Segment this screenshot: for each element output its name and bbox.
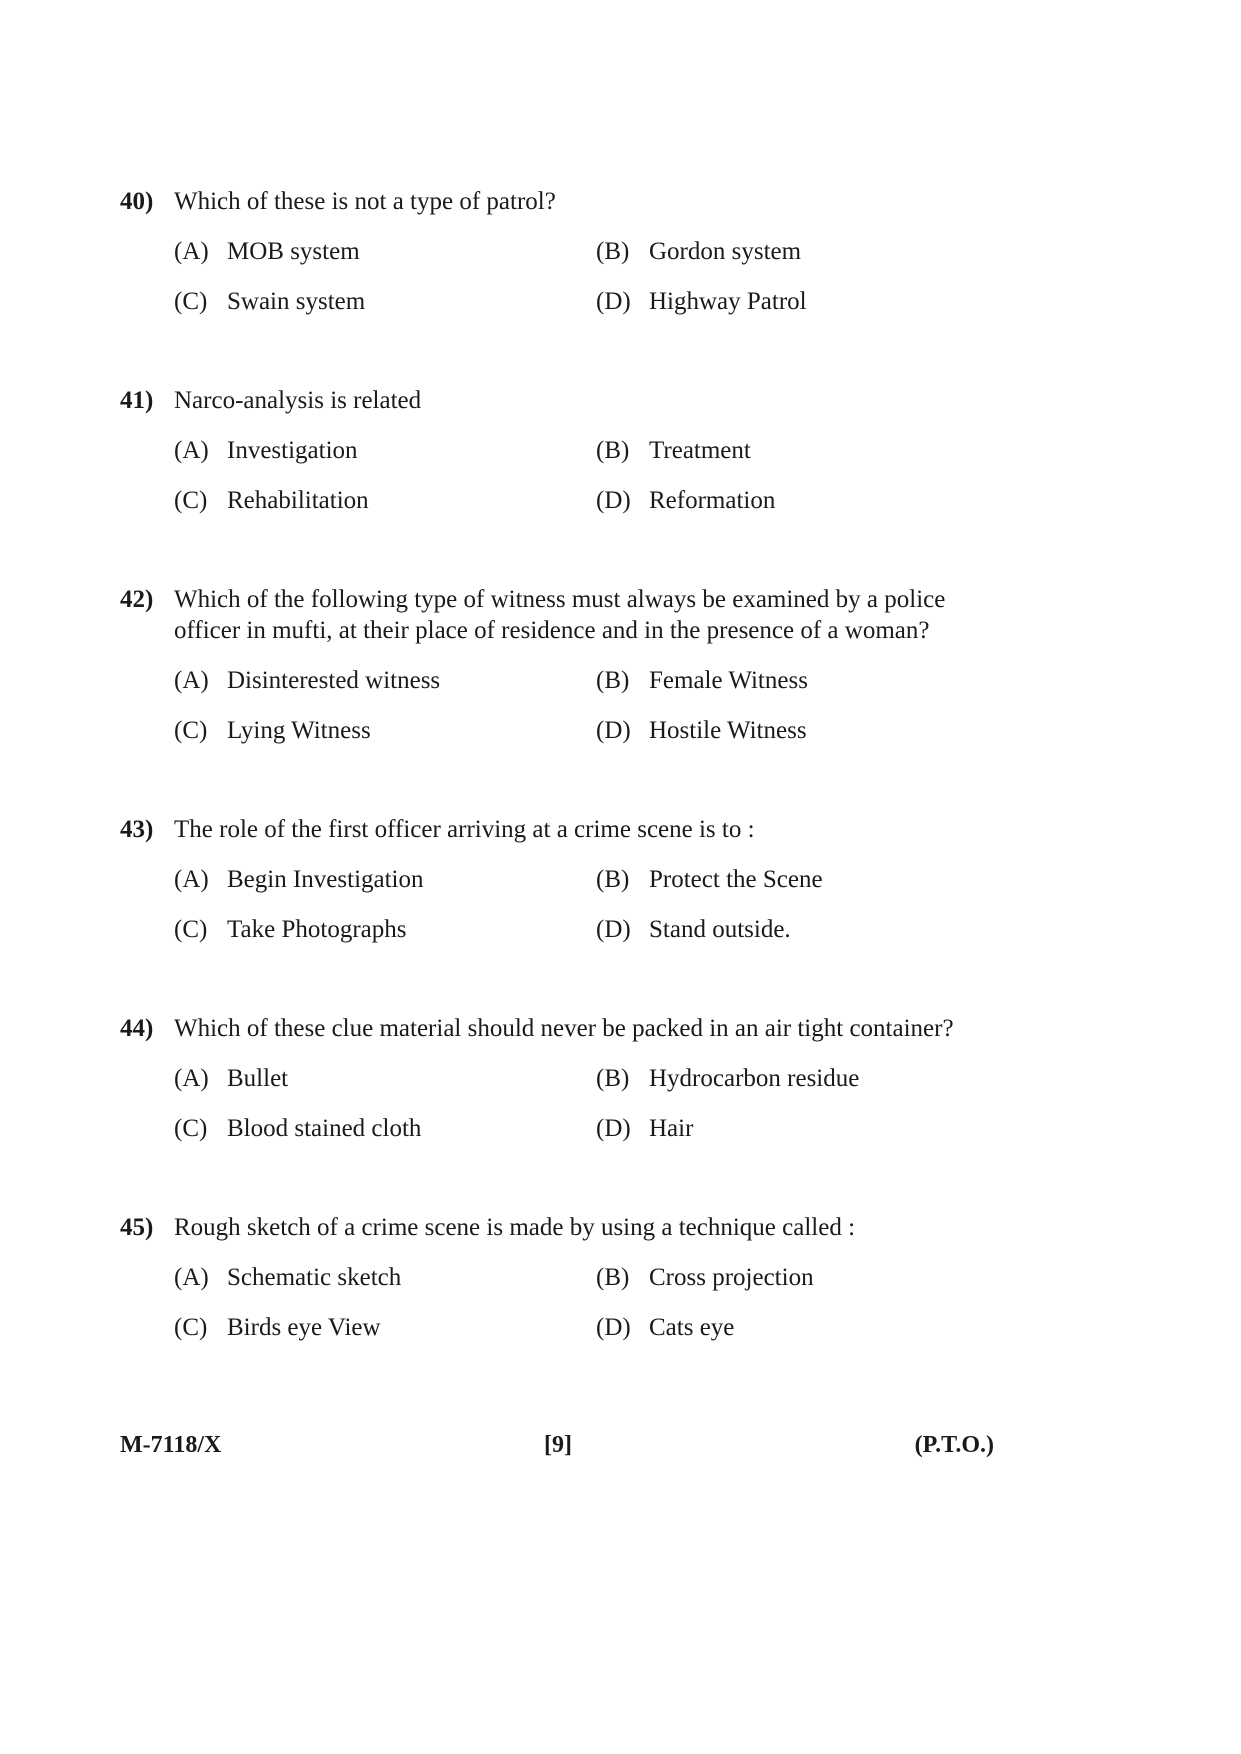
page-footer xyxy=(120,1432,994,1464)
option-c[interactable] xyxy=(174,286,365,317)
option-d[interactable] xyxy=(596,914,791,945)
question-text: Which of these clue material should never be packed in an air tight container? xyxy=(174,1015,954,1042)
option-letter: (B) xyxy=(596,437,630,464)
option-letter: (C) xyxy=(174,1314,208,1341)
question-text: Which of the following type of witness must always be examined by a police officer in mufti, at their place of residence and in the presence of a woman? xyxy=(174,586,946,644)
option-text: MOB system xyxy=(227,238,360,265)
question-number: 41) xyxy=(120,387,154,414)
option-b[interactable] xyxy=(596,1063,859,1094)
options-list xyxy=(120,435,1000,516)
option-letter: (C) xyxy=(174,288,208,315)
option-letter: (B) xyxy=(596,667,630,694)
option-c[interactable] xyxy=(174,914,406,945)
option-c[interactable] xyxy=(174,1312,381,1343)
option-text: Cats eye xyxy=(649,1314,735,1341)
option-letter: (C) xyxy=(174,717,208,744)
option-b[interactable] xyxy=(596,665,808,696)
option-text: Hydrocarbon residue xyxy=(649,1065,860,1092)
option-a[interactable] xyxy=(174,1063,288,1094)
option-letter: (C) xyxy=(174,1115,208,1142)
option-text: Highway Patrol xyxy=(649,288,807,315)
option-letter: (A) xyxy=(174,1065,209,1092)
option-text: Treatment xyxy=(649,437,751,464)
option-a[interactable] xyxy=(174,1262,401,1293)
options-list xyxy=(120,236,1000,317)
question-number: 40) xyxy=(120,188,154,215)
option-d[interactable] xyxy=(596,1312,734,1343)
option-letter: (C) xyxy=(174,487,208,514)
option-text: Reformation xyxy=(649,487,776,514)
option-d[interactable] xyxy=(596,1113,693,1144)
question-45 xyxy=(120,1212,1000,1343)
option-d[interactable] xyxy=(596,286,807,317)
option-text: Begin Investigation xyxy=(227,866,424,893)
question-number: 43) xyxy=(120,816,154,843)
option-letter: (D) xyxy=(596,916,631,943)
option-letter: (D) xyxy=(596,1115,631,1142)
option-b[interactable] xyxy=(596,1262,814,1293)
question-number: 45) xyxy=(120,1214,154,1241)
option-letter: (A) xyxy=(174,667,209,694)
option-letter: (B) xyxy=(596,1065,630,1092)
option-text: Swain system xyxy=(227,288,366,315)
option-letter: (D) xyxy=(596,288,631,315)
pto-label: (P.T.O.) xyxy=(914,1432,994,1458)
question-number: 42) xyxy=(120,586,154,613)
option-a[interactable] xyxy=(174,435,358,466)
option-text: Take Photographs xyxy=(227,916,407,943)
option-letter: (B) xyxy=(596,238,630,265)
option-text: Gordon system xyxy=(649,238,802,265)
question-text: Rough sketch of a crime scene is made by using a technique called : xyxy=(174,1214,856,1241)
option-a[interactable] xyxy=(174,665,440,696)
option-letter: (A) xyxy=(174,1264,209,1291)
option-text: Hair xyxy=(649,1115,694,1142)
question-42 xyxy=(120,584,1000,746)
option-letter: (B) xyxy=(596,866,630,893)
question-40 xyxy=(120,186,1000,317)
option-text: Cross projection xyxy=(649,1264,814,1291)
question-number: 44) xyxy=(120,1015,154,1042)
option-b[interactable] xyxy=(596,236,801,267)
option-text: Protect the Scene xyxy=(649,866,823,893)
option-letter: (D) xyxy=(596,717,631,744)
question-44 xyxy=(120,1013,1000,1144)
option-c[interactable] xyxy=(174,715,371,746)
option-text: Hostile Witness xyxy=(649,717,807,744)
option-text: Female Witness xyxy=(649,667,808,694)
option-c[interactable] xyxy=(174,485,369,516)
question-43 xyxy=(120,814,1000,945)
options-list xyxy=(120,864,1000,945)
option-text: Birds eye View xyxy=(227,1314,381,1341)
option-text: Stand outside. xyxy=(649,916,791,943)
option-b[interactable] xyxy=(596,864,823,895)
question-text: Which of these is not a type of patrol? xyxy=(174,188,556,215)
option-c[interactable] xyxy=(174,1113,421,1144)
option-text: Investigation xyxy=(227,437,358,464)
option-d[interactable] xyxy=(596,485,775,516)
options-list xyxy=(120,1262,1000,1343)
option-a[interactable] xyxy=(174,236,360,267)
option-b[interactable] xyxy=(596,435,751,466)
option-text: Blood stained cloth xyxy=(227,1115,422,1142)
option-letter: (C) xyxy=(174,916,208,943)
option-letter: (A) xyxy=(174,238,209,265)
options-list xyxy=(120,1063,1000,1144)
option-letter: (A) xyxy=(174,437,209,464)
option-text: Rehabilitation xyxy=(227,487,369,514)
option-text: Lying Witness xyxy=(227,717,371,744)
page-number: [9] xyxy=(544,1432,572,1458)
paper-code: M-7118/X xyxy=(120,1432,222,1458)
option-d[interactable] xyxy=(596,715,807,746)
question-41 xyxy=(120,385,1000,516)
option-text: Schematic sketch xyxy=(227,1264,402,1291)
question-text: Narco-analysis is related xyxy=(174,387,422,414)
option-a[interactable] xyxy=(174,864,424,895)
option-letter: (A) xyxy=(174,866,209,893)
option-letter: (B) xyxy=(596,1264,630,1291)
option-text: Bullet xyxy=(227,1065,289,1092)
option-letter: (D) xyxy=(596,1314,631,1341)
options-list xyxy=(120,665,1000,746)
option-letter: (D) xyxy=(596,487,631,514)
option-text: Disinterested witness xyxy=(227,667,441,694)
question-text: The role of the first officer arriving at a crime scene is to : xyxy=(174,816,755,843)
